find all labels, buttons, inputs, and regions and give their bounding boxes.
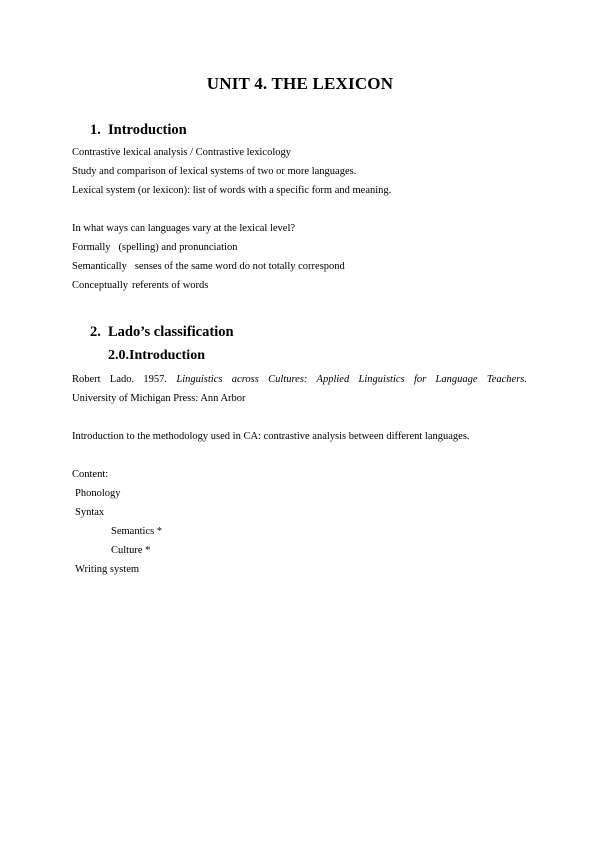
- reference-publisher: University of Michigan Press: Ann Arbor: [72, 393, 246, 404]
- intro-line-1: Contrastive lexical analysis / Contrastive lexicology: [72, 147, 291, 158]
- section-2-title: Lado’s classification: [108, 324, 234, 340]
- content-syntax: Syntax: [75, 507, 105, 518]
- section-2-heading: [90, 324, 234, 341]
- variation-text: (spelling) and pronunciation: [118, 242, 238, 253]
- content-phonology: Phonology: [75, 488, 121, 499]
- page-title: UNIT 4. THE LEXICON: [206, 74, 394, 93]
- section-1-number: 1.: [90, 122, 101, 138]
- reference-work: Linguistics across Cultures: Applied Linguistics for Language Teachers.: [176, 374, 527, 385]
- reference-line: [72, 374, 527, 385]
- variation-label: Conceptually: [72, 280, 128, 291]
- intro-line-2: Study and comparison of lexical systems of two or more languages.: [72, 166, 357, 177]
- section-2-number: 2.: [90, 324, 101, 340]
- lexical-question: In what ways can languages vary at the lexical level?: [72, 223, 296, 234]
- variation-conceptually: [72, 280, 208, 291]
- variation-label: Formally: [72, 242, 111, 253]
- content-semantics: Semantics *: [111, 526, 163, 537]
- intro-line-3: Lexical system (or lexicon): list of words with a specific form and meaning.: [72, 185, 392, 196]
- variation-formally: [72, 242, 237, 253]
- section-1-heading: [90, 122, 187, 139]
- variation-text: senses of the same word do not totally correspond: [134, 261, 345, 272]
- content-label: Content:: [72, 469, 109, 480]
- reference-author: Robert Lado. 1957.: [72, 374, 168, 385]
- variation-label: Semantically: [72, 261, 127, 272]
- subsection-title: Introduction: [129, 348, 205, 363]
- variation-semantically: [72, 261, 345, 272]
- subsection-number: 2.0.: [108, 348, 129, 363]
- content-writing-system: Writing system: [75, 564, 140, 575]
- content-culture: Culture *: [111, 545, 151, 556]
- variation-text: referents of words: [132, 280, 209, 291]
- methodology-intro: Introduction to the methodology used in CA: contrastive analysis between different languages.: [72, 431, 470, 442]
- subsection-2-0-heading: [108, 348, 205, 364]
- section-1-title: Introduction: [108, 122, 187, 138]
